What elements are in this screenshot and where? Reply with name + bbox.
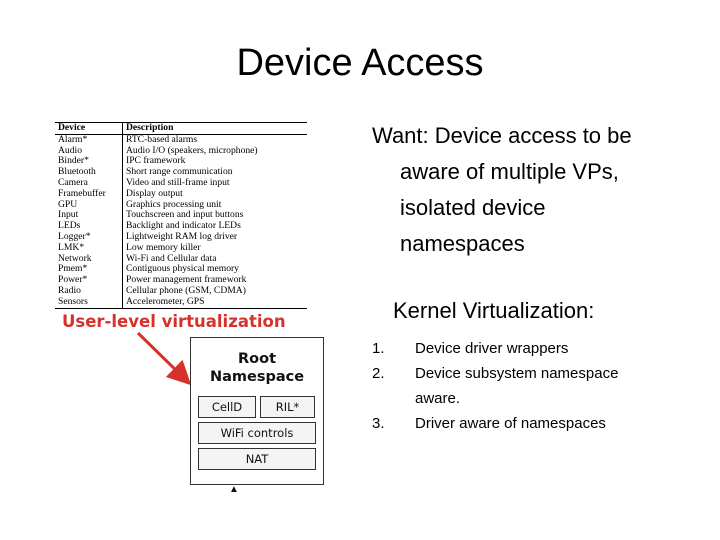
ril-box: RIL* — [260, 396, 315, 418]
description-cell: Video and still-frame input — [126, 176, 230, 188]
want-line: Want: Device access to be — [372, 123, 632, 148]
description-cell: Contiguous physical memory — [126, 263, 239, 275]
device-cell: Framebuffer — [55, 189, 123, 200]
description-cell: Display output — [126, 187, 183, 199]
list-item — [372, 361, 647, 411]
device-cell: Input — [55, 210, 123, 221]
want-line: namespaces — [400, 231, 525, 256]
numbered-list — [372, 336, 672, 436]
description-cell: Cellular phone (GSM, CDMA) — [126, 284, 246, 296]
description-cell: Touchscreen and input buttons — [126, 209, 244, 221]
list-text: Driver aware of namespaces — [415, 415, 606, 432]
table-row — [55, 297, 307, 308]
column-header-description: Description — [123, 123, 308, 135]
caret-up-icon: ▲ — [229, 484, 239, 495]
want-paragraph — [372, 118, 692, 262]
device-table — [55, 122, 307, 309]
list-number: 1. — [372, 340, 385, 357]
list-item — [372, 411, 672, 436]
device-cell: Power* — [55, 275, 123, 286]
device-cell: Bluetooth — [55, 167, 123, 178]
table-row — [55, 189, 307, 200]
kernel-virtualization-heading: Kernel Virtualization: — [393, 298, 595, 323]
celld-box: CellD — [198, 396, 256, 418]
description-cell: Audio I/O (speakers, microphone) — [126, 144, 258, 156]
nat-box: NAT — [198, 448, 316, 470]
description-cell: Short range communication — [126, 166, 233, 178]
want-line: isolated device — [400, 195, 546, 220]
list-number: 3. — [372, 415, 385, 432]
description-cell: Power management framework — [126, 274, 247, 286]
namespace-title — [191, 350, 323, 386]
root-namespace-box — [190, 337, 324, 485]
wifi-controls-box: WiFi controls — [198, 422, 316, 444]
description-cell: Wi-Fi and Cellular data — [126, 252, 217, 264]
description-cell: Backlight and indicator LEDs — [126, 220, 241, 232]
device-cell: Network — [55, 254, 123, 265]
table-row — [55, 134, 307, 145]
namespace-title-line2: Namespace — [209, 369, 305, 385]
device-cell: LEDs — [55, 221, 123, 232]
device-cell: Camera — [55, 178, 123, 189]
table-header-row — [55, 123, 307, 135]
device-cell: Alarm* — [55, 134, 123, 145]
device-cell: Logger* — [55, 232, 123, 243]
want-line: aware of multiple VPs, — [400, 159, 619, 184]
list-text: Device subsystem namespace aware. — [415, 365, 619, 407]
slide-title: Device Access — [236, 42, 484, 84]
device-cell: LMK* — [55, 243, 123, 254]
user-level-virtualization-label: User-level virtualization — [62, 312, 286, 331]
description-cell: RTC-based alarms — [126, 133, 198, 145]
namespace-title-line1: Root — [237, 351, 277, 367]
list-item — [372, 336, 672, 361]
device-cell: Sensors — [55, 297, 123, 308]
column-header-device: Device — [55, 123, 123, 135]
description-cell: Graphics processing unit — [126, 198, 222, 210]
device-cell: GPU — [55, 200, 123, 211]
list-text: Device driver wrappers — [415, 340, 569, 357]
device-cell: Audio — [55, 146, 123, 157]
device-cell: Binder* — [55, 156, 123, 167]
description-cell: IPC framework — [126, 155, 186, 167]
table-row — [55, 243, 307, 254]
device-cell: Pmem* — [55, 264, 123, 275]
list-number: 2. — [372, 365, 385, 382]
device-cell: Radio — [55, 286, 123, 297]
description-cell: Accelerometer, GPS — [123, 297, 308, 308]
description-cell: Lightweight RAM log driver — [126, 230, 238, 242]
description-cell: Low memory killer — [126, 241, 201, 253]
